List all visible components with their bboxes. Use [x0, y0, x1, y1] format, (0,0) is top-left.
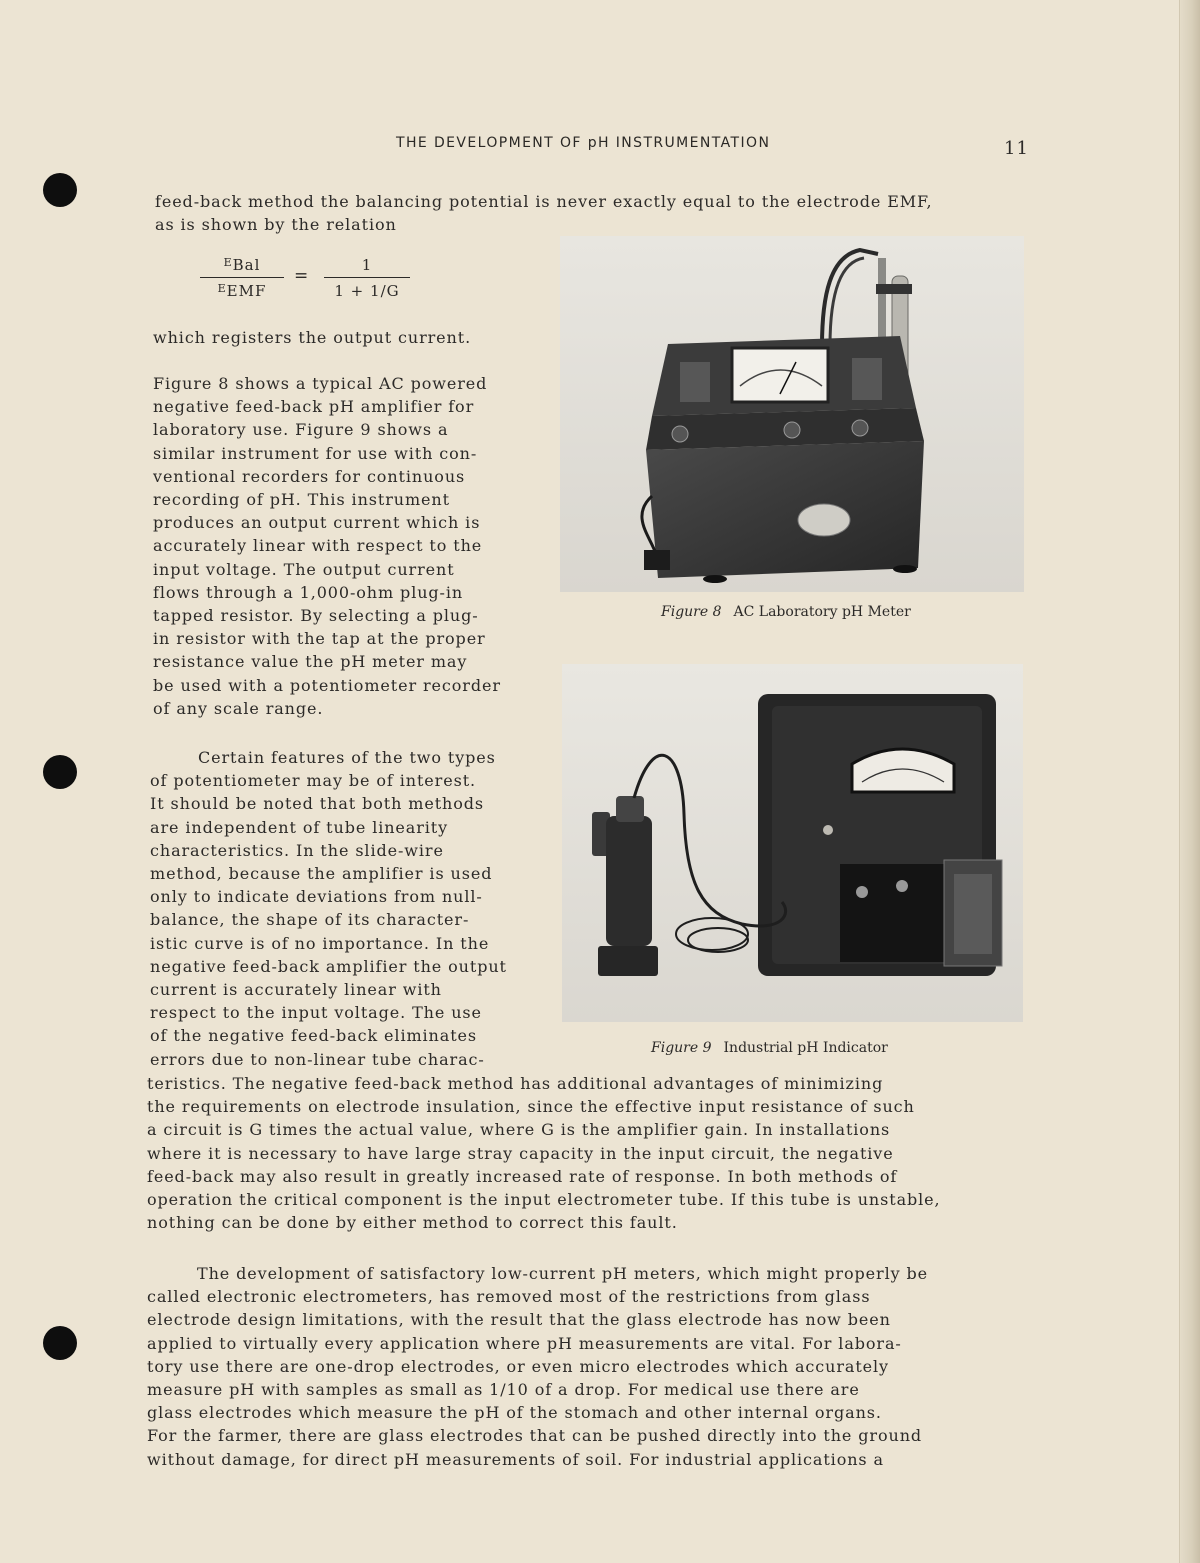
text-line: laboratory use. Figure 9 shows a: [153, 420, 449, 440]
figure-label: Figure 8: [661, 604, 722, 620]
text-line: only to indicate deviations from null-: [150, 887, 483, 907]
figure-9-caption: [651, 1040, 888, 1056]
binder-hole: [43, 173, 77, 207]
formula-denominator: 1 + 1/G: [334, 282, 400, 300]
text-line: without damage, for direct pH measurements of soil. For industrial applications a: [147, 1449, 884, 1469]
formula-equals: =: [294, 266, 309, 286]
text-line: produces an output current which is: [153, 513, 481, 533]
text-line: feed-back may also result in greatly increased rate of response. In both methods of: [147, 1166, 898, 1186]
text-line: called electronic electrometers, has removed most of the restrictions from glass: [147, 1287, 871, 1307]
text-line: flows through a 1,000-ohm plug-in: [153, 582, 464, 602]
text-line: errors due to non-linear tube charac-: [150, 1049, 485, 1069]
caption-text: Industrial pH Indicator: [723, 1040, 888, 1056]
figure-label: Figure 9: [651, 1040, 712, 1056]
text-line: recording of pH. This instrument: [153, 490, 450, 509]
text-line: resistance value the pH meter may: [153, 652, 468, 672]
text-line: a circuit is G times the actual value, where G is the amplifier gain. In installations: [147, 1120, 891, 1140]
text-line: Figure 8 shows a typical AC powered: [153, 374, 488, 393]
text-line: electrode design limitations, with the result that the glass electrode has now been: [147, 1310, 891, 1330]
text-line: which registers the output current.: [153, 328, 472, 347]
lab-ph-meter-illustration: [560, 236, 1024, 592]
text-line: of any scale range.: [153, 698, 324, 718]
text-line: The development of satisfactory low-current pH meters, which might properly be: [197, 1264, 929, 1283]
page-number: 11: [1004, 138, 1029, 159]
page-edge: [1179, 0, 1200, 1563]
text-line: applied to virtually every application where pH measurements are vital. For labora-: [147, 1333, 902, 1353]
text-line: teristics. The negative feed-back method has additional advantages of minimizing: [147, 1074, 884, 1093]
text-line: tory use there are one-drop electrodes, or even micro electrodes which accurately: [147, 1356, 890, 1376]
text-line: glass electrodes which measure the pH of the stomach and other internal organs.: [147, 1403, 882, 1423]
text-line: nothing can be done by either method to correct this fault.: [147, 1213, 678, 1233]
figure-9-photo: [562, 664, 1023, 1022]
formula: [200, 256, 420, 316]
text-line: characteristics. In the slide-wire: [150, 840, 444, 860]
figure-8-caption: [661, 604, 911, 620]
text-line: current is accurately linear with: [150, 980, 442, 999]
text-line: negative feed-back pH amplifier for: [153, 397, 475, 417]
formula-numerator: $^E$Bal: [223, 256, 261, 274]
text-line: For the farmer, there are glass electrodes that can be pushed directly into the ground: [147, 1426, 923, 1446]
text-line: where it is necessary to have large stray capacity in the input circuit, the negative: [147, 1143, 894, 1163]
formula-numerator: 1: [361, 256, 373, 274]
text-line: feed-back method the balancing potential is never exactly equal to the electrode EMF,: [155, 192, 933, 211]
text-line: negative feed-back amplifier the output: [150, 956, 507, 976]
text-line: as is shown by the relation: [155, 215, 397, 234]
text-line: in resistor with the tap at the proper: [153, 629, 486, 649]
text-line: operation the critical component is the input electrometer tube. If this tube is unstable,: [147, 1190, 941, 1209]
text-line: of the negative feed-back eliminates: [150, 1026, 478, 1046]
formula-right-fraction: [324, 256, 410, 300]
text-line: input voltage. The output current: [153, 559, 455, 579]
caption-text: AC Laboratory pH Meter: [733, 604, 911, 620]
figure-8-photo: [560, 236, 1024, 592]
text-line: balance, the shape of its character-: [150, 910, 470, 930]
binder-hole: [43, 1326, 77, 1360]
fraction-bar: [324, 277, 410, 278]
text-line: ventional recorders for continuous: [153, 466, 466, 486]
formula-left-fraction: [200, 256, 284, 300]
text-line: It should be noted that both methods: [150, 794, 485, 814]
binder-hole: [43, 755, 77, 789]
text-line: the requirements on electrode insulation, since the effective input resistance of such: [147, 1097, 915, 1117]
text-line: Certain features of the two types: [198, 748, 496, 767]
industrial-ph-indicator-illustration: [562, 664, 1023, 1022]
text-line: accurately linear with respect to the: [153, 536, 483, 556]
text-line: istic curve is of no importance. In the: [150, 933, 490, 953]
formula-denominator: $^E$EMF: [217, 282, 267, 300]
text-line: method, because the amplifier is used: [150, 864, 493, 883]
running-title: THE DEVELOPMENT OF pH INSTRUMENTATION: [396, 135, 771, 151]
text-line: respect to the input voltage. The use: [150, 1003, 482, 1023]
fraction-bar: [200, 277, 284, 278]
text-line: measure pH with samples as small as 1/10 of a drop. For medical use there are: [147, 1380, 860, 1399]
text-line: are independent of tube linearity: [150, 817, 449, 837]
text-line: be used with a potentiometer recorder: [153, 675, 501, 695]
text-line: similar instrument for use with con-: [153, 443, 478, 463]
text-line: tapped resistor. By selecting a plug-: [153, 606, 479, 625]
text-line: of potentiometer may be of interest.: [150, 771, 477, 791]
